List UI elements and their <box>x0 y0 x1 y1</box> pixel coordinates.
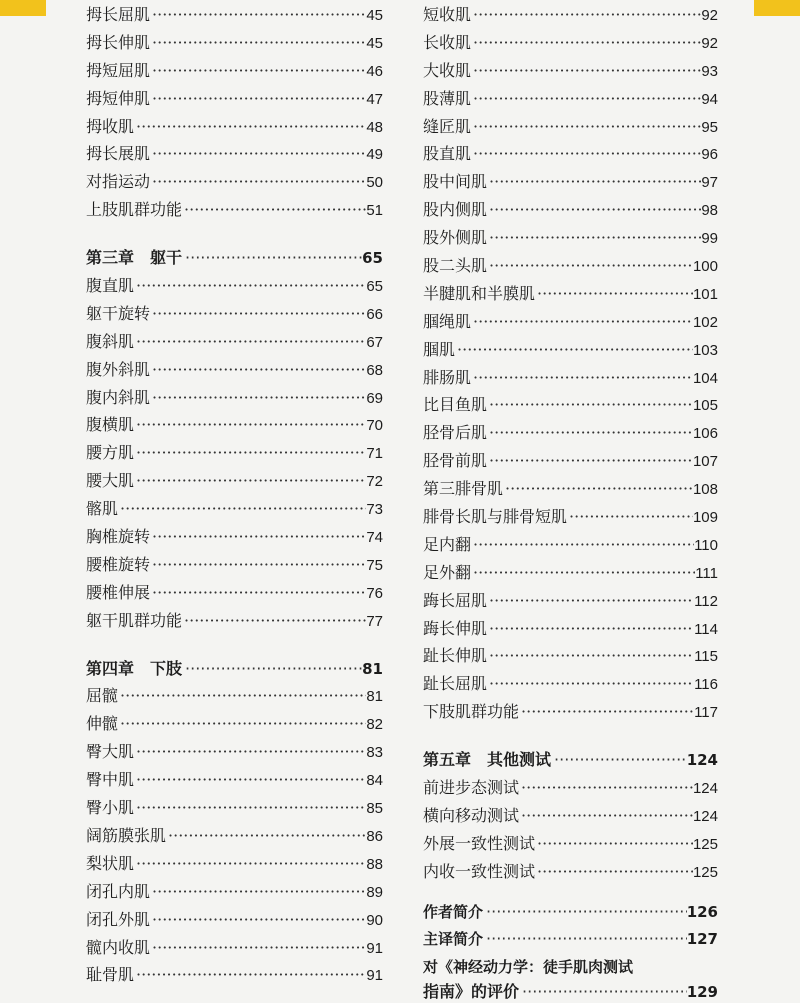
entry-page-number: 117 <box>694 704 718 722</box>
toc-entry[interactable] <box>423 831 718 859</box>
toc-entry[interactable] <box>423 309 718 337</box>
toc-entry[interactable] <box>86 851 383 879</box>
entry-page-number: 45 <box>366 7 383 24</box>
entry-page-number: 112 <box>694 592 718 610</box>
entry-page-number: 93 <box>701 62 718 80</box>
entry-page-number: 71 <box>366 445 383 463</box>
leader-dots <box>118 714 366 733</box>
entry-title: 腰方肌 <box>86 443 135 463</box>
toc-entry[interactable] <box>423 169 718 197</box>
entry-title: 内收一致性测试 <box>423 861 536 881</box>
entry-page-number: 49 <box>366 146 383 164</box>
entry-title: 长收肌 <box>423 32 472 52</box>
entry-page-number: 103 <box>692 341 718 359</box>
entry-title: 第三腓骨肌 <box>423 479 504 499</box>
toc-entry[interactable] <box>423 225 718 253</box>
review-page: 129 <box>686 982 718 1001</box>
toc-entry[interactable] <box>86 962 383 990</box>
leader-dots <box>118 686 366 705</box>
entry-page-number: 45 <box>366 34 383 52</box>
entry-page-number: 98 <box>701 202 718 220</box>
leader-dots <box>134 276 366 295</box>
leader-dots <box>487 395 693 414</box>
leader-dots <box>471 117 701 136</box>
entry-title: 半腱肌和半膜肌 <box>423 283 536 303</box>
entry-title: 臀大肌 <box>86 742 135 762</box>
entry-title: 股外侧肌 <box>423 228 488 248</box>
entry-title: 臀小肌 <box>86 798 135 818</box>
toc-entry[interactable] <box>423 803 718 831</box>
entry-title: 股中间肌 <box>423 172 488 192</box>
entry-title: 腰椎旋转 <box>86 554 151 574</box>
entry-page-number: 126 <box>686 902 718 921</box>
toc-entry[interactable] <box>423 30 718 58</box>
entry-title: 梨状肌 <box>86 853 135 873</box>
toc-entry[interactable] <box>86 823 383 851</box>
entry-page-number: 73 <box>366 501 383 519</box>
leader-dots <box>150 144 366 163</box>
entry-title: 横向移动测试 <box>423 805 520 825</box>
leader-dots <box>150 555 366 574</box>
toc-entry[interactable] <box>86 2 383 30</box>
entry-page-number: 75 <box>366 556 383 574</box>
toc-entry[interactable] <box>423 504 718 532</box>
entry-page-number: 91 <box>366 939 383 957</box>
corner-tab-right <box>754 0 800 16</box>
leader-dots <box>519 702 694 721</box>
toc-entry[interactable] <box>423 476 718 504</box>
entry-title: 髂肌 <box>86 499 119 519</box>
entry-page-number: 66 <box>366 305 383 323</box>
entry-page-number: 85 <box>366 800 383 818</box>
leader-dots <box>150 882 366 901</box>
leader-dots <box>150 938 366 957</box>
entry-page-number: 116 <box>694 676 718 694</box>
entry-title: 股薄肌 <box>423 88 472 108</box>
entry-page-number: 107 <box>692 453 718 471</box>
leader-dots <box>134 332 366 351</box>
toc-entry[interactable] <box>86 879 383 907</box>
entry-title: 足外翻 <box>423 562 472 582</box>
leader-dots <box>471 563 695 582</box>
entry-title: 髋内收肌 <box>86 937 151 957</box>
toc-entry[interactable] <box>423 392 718 420</box>
entry-page-number: 109 <box>692 509 718 527</box>
toc-entry[interactable] <box>423 616 718 644</box>
entry-page-number: 67 <box>366 333 383 351</box>
leader-dots <box>487 451 693 470</box>
entry-title: 腰椎伸展 <box>86 582 151 602</box>
leader-dots <box>134 117 366 136</box>
leader-dots <box>471 33 701 52</box>
toc-entry[interactable] <box>86 907 383 935</box>
leader-dots <box>182 659 362 678</box>
toc-entry[interactable] <box>423 86 718 114</box>
leader-dots <box>150 5 366 24</box>
toc-entry[interactable] <box>423 560 718 588</box>
leader-dots <box>118 499 366 518</box>
entry-title: 踇长屈肌 <box>423 590 488 610</box>
entry-page-number: 104 <box>692 369 718 387</box>
toc-entry[interactable] <box>86 739 383 767</box>
entry-page-number: 46 <box>366 62 383 80</box>
entry-title: 伸髋 <box>86 714 119 734</box>
toc-entry[interactable] <box>423 141 718 169</box>
entry-page-number: 48 <box>366 118 383 136</box>
entry-title: 拇收肌 <box>86 116 135 136</box>
leader-dots <box>134 770 366 789</box>
entry-title: 腹外斜肌 <box>86 359 151 379</box>
entry-page-number: 115 <box>694 648 718 666</box>
entry-title: 胫骨后肌 <box>423 423 488 443</box>
entry-page-number: 124 <box>686 751 718 770</box>
leader-dots <box>567 507 693 526</box>
leader-dots <box>471 535 694 554</box>
entry-page-number: 70 <box>366 417 383 435</box>
leader-dots <box>471 368 693 387</box>
entry-page-number: 81 <box>366 688 383 706</box>
toc-entry[interactable] <box>86 385 383 413</box>
toc-chapter-heading[interactable] <box>423 747 718 775</box>
toc-entry[interactable] <box>86 608 383 636</box>
leader-dots <box>182 200 366 219</box>
entry-title: 缝匠肌 <box>423 116 472 136</box>
entry-page-number: 65 <box>362 249 383 268</box>
leader-dots <box>483 902 687 921</box>
entry-title: 外展一致性测试 <box>423 833 536 853</box>
entry-page-number: 82 <box>366 716 383 734</box>
entry-title: 胸椎旋转 <box>86 527 151 547</box>
leader-dots <box>134 742 366 761</box>
toc-entry[interactable] <box>423 58 718 86</box>
entry-page-number: 106 <box>692 425 718 443</box>
leader-dots <box>150 172 366 191</box>
toc-left-column <box>86 2 383 990</box>
toc-entry[interactable] <box>86 524 383 552</box>
entry-title: 第四章 下肢 <box>86 658 183 678</box>
entry-title: 下肢肌群功能 <box>423 702 520 722</box>
toc-entry[interactable] <box>423 281 718 309</box>
entry-title: 腹横肌 <box>86 415 135 435</box>
leader-dots <box>471 312 693 331</box>
entry-page-number: 74 <box>366 529 383 547</box>
entry-title: 腘肌 <box>423 339 456 359</box>
entry-page-number: 124 <box>692 807 718 825</box>
toc-back-matter-entry[interactable] <box>423 928 718 955</box>
toc-entry[interactable] <box>86 683 383 711</box>
leader-dots <box>134 443 366 462</box>
toc-entry[interactable] <box>423 643 718 671</box>
entry-page-number: 125 <box>692 863 718 881</box>
entry-title: 短收肌 <box>423 5 472 24</box>
toc-entry[interactable] <box>86 273 383 301</box>
entry-page-number: 69 <box>366 389 383 407</box>
toc-entry[interactable] <box>423 671 718 699</box>
leader-dots <box>150 61 366 80</box>
entry-title: 拇短伸肌 <box>86 88 151 108</box>
leader-dots <box>519 982 687 1001</box>
toc-entry[interactable] <box>86 329 383 357</box>
entry-title: 拇长屈肌 <box>86 5 151 24</box>
toc-right-column <box>423 2 718 1003</box>
entry-title: 趾长屈肌 <box>423 674 488 694</box>
toc-entry[interactable] <box>86 580 383 608</box>
leader-dots <box>487 619 694 638</box>
leader-dots <box>455 340 693 359</box>
leader-dots <box>134 471 366 490</box>
toc-entry[interactable] <box>86 440 383 468</box>
corner-tab-left <box>0 0 46 16</box>
entry-page-number: 65 <box>366 278 383 296</box>
toc-entry[interactable] <box>423 365 718 393</box>
leader-dots <box>471 61 701 80</box>
toc-entry[interactable] <box>86 552 383 580</box>
leader-dots <box>166 826 366 845</box>
entry-title: 拇长展肌 <box>86 144 151 164</box>
leader-dots <box>150 89 366 108</box>
leader-dots <box>487 200 701 219</box>
entry-title: 腹斜肌 <box>86 331 135 351</box>
toc-entry[interactable] <box>86 357 383 385</box>
leader-dots <box>535 862 693 881</box>
toc-chapter-heading[interactable] <box>86 245 383 273</box>
toc-entry[interactable] <box>423 420 718 448</box>
review-title-line2: 指南》的评价 <box>423 981 520 1001</box>
entry-page-number: 84 <box>366 772 383 790</box>
entry-page-number: 76 <box>366 584 383 602</box>
entry-page-number: 72 <box>366 473 383 491</box>
leader-dots <box>483 929 687 948</box>
toc-chapter-heading[interactable] <box>86 656 383 684</box>
entry-title: 躯干肌群功能 <box>86 610 183 630</box>
leader-dots <box>150 527 366 546</box>
toc-entry[interactable] <box>86 169 383 197</box>
leader-dots <box>487 674 694 693</box>
entry-page-number: 91 <box>366 967 383 985</box>
toc-entry[interactable] <box>86 468 383 496</box>
leader-dots <box>134 415 366 434</box>
leader-dots <box>150 388 366 407</box>
entry-page-number: 99 <box>701 230 718 248</box>
entry-page-number: 92 <box>701 7 718 24</box>
leader-dots <box>150 33 366 52</box>
entry-title: 第五章 其他测试 <box>423 750 552 770</box>
entry-page-number: 95 <box>701 118 718 136</box>
toc-entry[interactable] <box>423 859 718 887</box>
toc-entry[interactable] <box>423 114 718 142</box>
toc-entry[interactable] <box>423 197 718 225</box>
entry-title: 股二头肌 <box>423 256 488 276</box>
entry-title: 腰大肌 <box>86 471 135 491</box>
leader-dots <box>471 89 701 108</box>
toc-entry[interactable] <box>423 2 718 30</box>
entry-page-number: 102 <box>692 313 718 331</box>
entry-page-number: 111 <box>695 564 718 582</box>
toc-entry[interactable] <box>86 935 383 963</box>
entry-page-number: 51 <box>366 202 383 220</box>
entry-title: 主译简介 <box>423 929 484 948</box>
entry-title: 拇长伸肌 <box>86 32 151 52</box>
leader-dots <box>150 360 366 379</box>
entry-page-number: 97 <box>701 174 718 192</box>
leader-dots <box>519 778 693 797</box>
entry-page-number: 110 <box>694 536 718 554</box>
leader-dots <box>487 646 694 665</box>
leader-dots <box>150 304 366 323</box>
entry-title: 前进步态测试 <box>423 778 520 798</box>
toc-entry[interactable] <box>423 532 718 560</box>
toc-entry[interactable] <box>86 711 383 739</box>
entry-page-number: 86 <box>366 827 383 845</box>
entry-title: 对指运动 <box>86 172 151 192</box>
entry-title: 拇短屈肌 <box>86 60 151 80</box>
entry-title: 屈髋 <box>86 686 119 706</box>
toc-entry[interactable] <box>86 301 383 329</box>
entry-title: 腘绳肌 <box>423 311 472 331</box>
entry-title: 腹直肌 <box>86 276 135 296</box>
entry-title: 股直肌 <box>423 144 472 164</box>
entry-title: 足内翻 <box>423 534 472 554</box>
toc-entry[interactable] <box>86 197 383 225</box>
entry-title: 比目鱼肌 <box>423 395 488 415</box>
entry-page-number: 114 <box>694 620 718 638</box>
entry-page-number: 92 <box>701 34 718 52</box>
toc-entry[interactable] <box>86 412 383 440</box>
leader-dots <box>487 591 694 610</box>
entry-page-number: 96 <box>701 146 718 164</box>
entry-page-number: 127 <box>686 929 718 948</box>
entry-page-number: 100 <box>692 258 718 276</box>
toc-entry[interactable] <box>86 58 383 86</box>
leader-dots <box>471 5 701 24</box>
leader-dots <box>535 834 693 853</box>
entry-page-number: 124 <box>692 780 718 798</box>
entry-title: 大收肌 <box>423 60 472 80</box>
entry-page-number: 105 <box>692 397 718 415</box>
entry-title: 作者简介 <box>423 902 484 921</box>
entry-page-number: 68 <box>366 361 383 379</box>
entry-page-number: 101 <box>692 285 718 303</box>
leader-dots <box>134 854 366 873</box>
entry-page-number: 88 <box>366 855 383 873</box>
leader-dots <box>134 798 366 817</box>
leader-dots <box>551 750 687 769</box>
toc-back-matter-entry[interactable] <box>423 901 718 928</box>
leader-dots <box>487 228 701 247</box>
toc-entry[interactable] <box>423 699 718 727</box>
entry-title: 股内侧肌 <box>423 200 488 220</box>
entry-page-number: 108 <box>692 481 718 499</box>
toc-entry[interactable] <box>86 141 383 169</box>
toc-entry[interactable] <box>423 775 718 803</box>
leader-dots <box>503 479 693 498</box>
leader-dots <box>182 611 366 630</box>
entry-title: 腹内斜肌 <box>86 387 151 407</box>
entry-page-number: 47 <box>366 90 383 108</box>
toc-entry[interactable] <box>86 795 383 823</box>
entry-title: 胫骨前肌 <box>423 451 488 471</box>
toc-entry[interactable] <box>86 30 383 58</box>
entry-page-number: 90 <box>366 911 383 929</box>
entry-title: 臀中肌 <box>86 770 135 790</box>
entry-title: 趾长伸肌 <box>423 646 488 666</box>
entry-title: 耻骨肌 <box>86 965 135 985</box>
entry-title: 踇长伸肌 <box>423 618 488 638</box>
toc-entry[interactable] <box>423 253 718 281</box>
leader-dots <box>150 583 366 602</box>
entry-title: 第三章 躯干 <box>86 248 183 268</box>
toc-entry[interactable] <box>86 496 383 524</box>
toc-entry[interactable] <box>86 86 383 114</box>
leader-dots <box>487 256 693 275</box>
leader-dots <box>535 284 693 303</box>
entry-title: 闭孔外肌 <box>86 909 151 929</box>
toc-entry[interactable] <box>86 767 383 795</box>
review-entry[interactable] <box>423 955 718 1003</box>
leader-dots <box>487 423 693 442</box>
entry-title: 阔筋膜张肌 <box>86 825 167 845</box>
entry-page-number: 94 <box>701 90 718 108</box>
leader-dots <box>519 806 693 825</box>
leader-dots <box>150 910 366 929</box>
toc-entry[interactable] <box>423 337 718 365</box>
entry-page-number: 89 <box>366 883 383 901</box>
toc-entry[interactable] <box>86 114 383 142</box>
leader-dots <box>471 144 701 163</box>
toc-entry[interactable] <box>423 448 718 476</box>
entry-page-number: 50 <box>366 174 383 192</box>
entry-title: 上肢肌群功能 <box>86 200 183 220</box>
toc-entry[interactable] <box>423 588 718 616</box>
entry-title: 闭孔内肌 <box>86 881 151 901</box>
entry-title: 躯干旋转 <box>86 303 151 323</box>
leader-dots <box>134 965 366 984</box>
entry-page-number: 77 <box>366 612 383 630</box>
entry-title: 腓骨长肌与腓骨短肌 <box>423 507 568 527</box>
leader-dots <box>182 248 362 267</box>
entry-page-number: 125 <box>692 835 718 853</box>
leader-dots <box>487 172 701 191</box>
entry-title: 腓肠肌 <box>423 367 472 387</box>
entry-page-number: 83 <box>366 744 383 762</box>
entry-page-number: 81 <box>362 659 383 678</box>
review-title-line1: 对《神经动力学：徒手肌肉测试 <box>423 957 634 976</box>
